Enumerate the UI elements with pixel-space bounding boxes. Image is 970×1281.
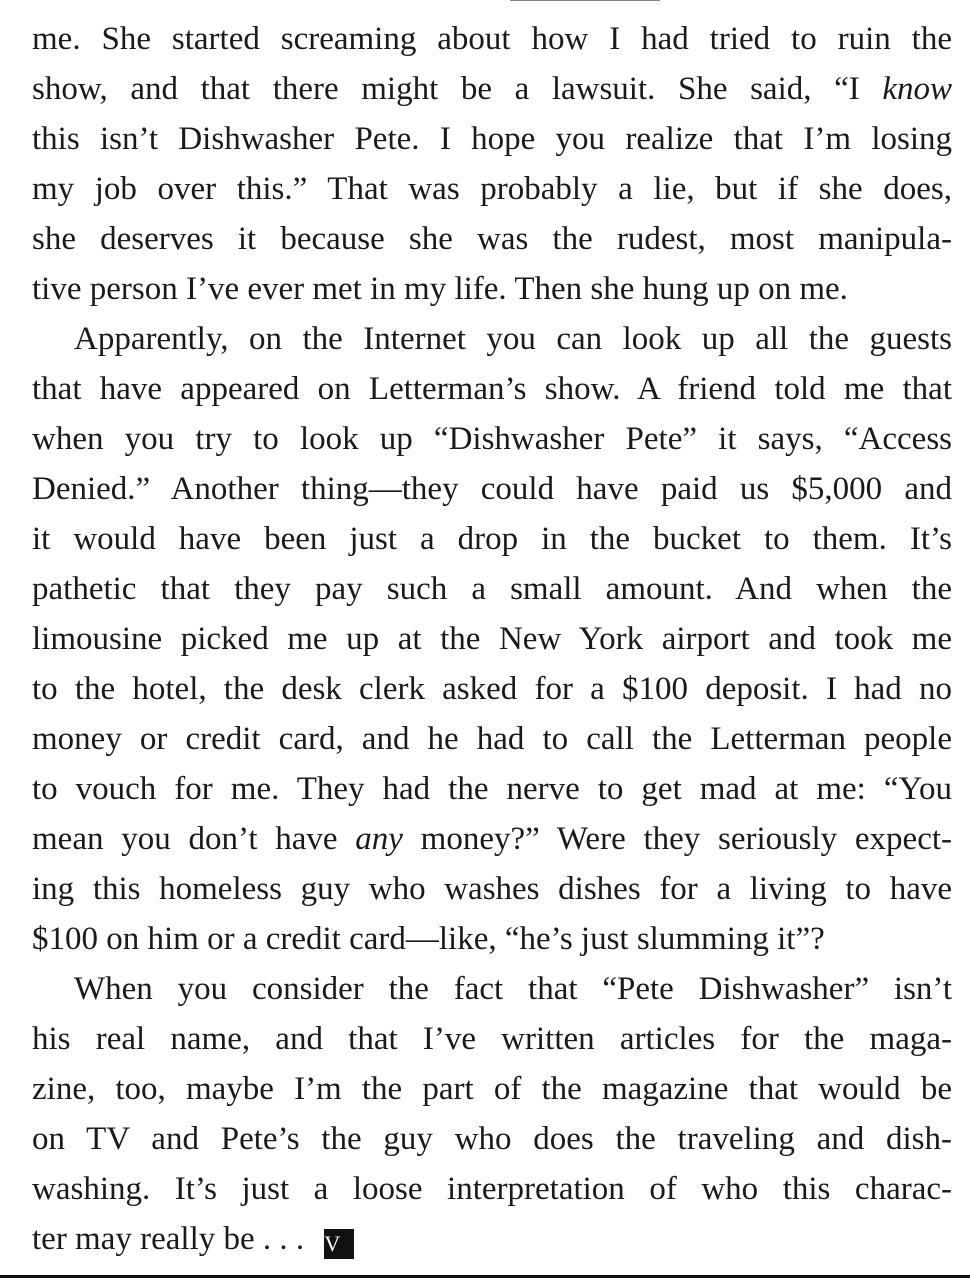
text-line-1: me. She started screaming about how I had tried to ruin the — [32, 21, 952, 57]
text-line-17 — [32, 814, 952, 864]
end-of-article-mark-icon: V — [324, 1229, 354, 1259]
text-line-9: when you try to look up “Dishwasher Pete” it says, “Access — [32, 421, 952, 457]
text-line-17-before: mean you don’t have — [32, 821, 356, 857]
text-line-15: money or credit card, and he had to call the Letterman people — [32, 721, 952, 757]
text-line-25 — [32, 1214, 952, 1264]
text-line-8: that have appeared on Letterman’s show. A friend told me that — [32, 371, 952, 407]
cropped-heading-fragment — [510, 0, 660, 4]
text-line-14: to the hotel, the desk clerk asked for a $100 deposit. I had no — [32, 671, 952, 707]
text-line-5: she deserves it because she was the rudest, most manipula- — [32, 221, 952, 257]
text-line-17-after: money?” Were they seriously expect- — [402, 821, 952, 857]
text-line-10: Denied.” Another thing—they could have paid us $5,000 and — [32, 471, 952, 507]
text-line-23: on TV and Pete’s the guy who does the traveling and dish- — [32, 1121, 952, 1157]
text-line-2 — [32, 64, 952, 114]
text-line-21: his real name, and that I’ve written articles for the maga- — [32, 1021, 952, 1057]
text-line-11: it would have been just a drop in the bucket to them. It’s — [32, 521, 952, 557]
emphasis-any: any — [355, 821, 403, 857]
text-line-19: $100 on him or a credit card—like, “he’s just slumming it”? — [32, 921, 825, 957]
text-line-12: pathetic that they pay such a small amount. And when the — [32, 571, 952, 607]
text-line-13: limousine picked me up at the New York airport and took me — [32, 621, 952, 657]
bottom-rule — [0, 1275, 970, 1278]
text-line-25-main: ter may really be . . . — [32, 1221, 313, 1257]
text-line-2-main: show, and that there might be a lawsuit. She said, “I — [32, 71, 883, 107]
text-line-3: this isn’t Dishwasher Pete. I hope you realize that I’m losing — [32, 121, 952, 157]
emphasis-know: know — [882, 71, 952, 107]
text-line-16: to vouch for me. They had the nerve to get mad at me: “You — [32, 771, 952, 807]
text-line-22: zine, too, maybe I’m the part of the magazine that would be — [32, 1071, 952, 1107]
text-line-20: When you consider the fact that “Pete Dishwasher” isn’t — [74, 971, 952, 1007]
text-line-24: washing. It’s just a loose interpretation of who this charac- — [32, 1171, 952, 1207]
book-page-text — [32, 14, 952, 1264]
text-line-18: ing this homeless guy who washes dishes for a living to have — [32, 871, 952, 907]
text-line-7: Apparently, on the Internet you can look up all the guests — [74, 321, 952, 357]
text-line-4: my job over this.” That was probably a lie, but if she does, — [32, 171, 952, 207]
text-line-6: tive person I’ve ever met in my life. Then she hung up on me. — [32, 271, 848, 307]
